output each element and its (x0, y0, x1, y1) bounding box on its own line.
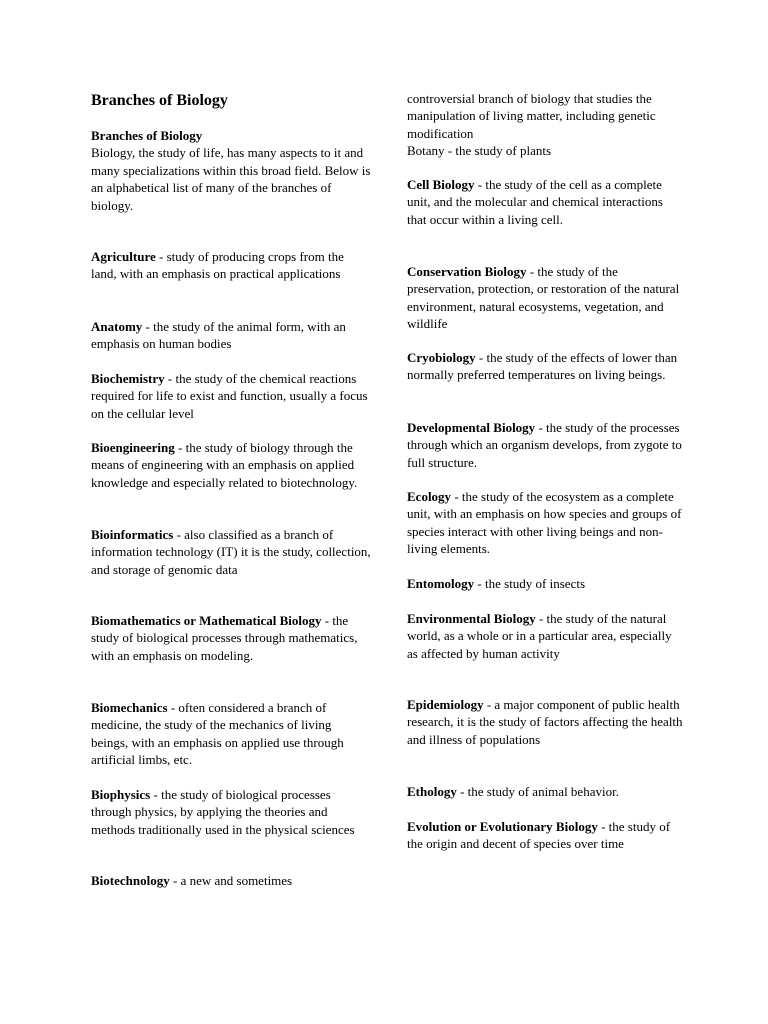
branch-definition: - the study of the natural world, as a whole or in a particular area, especially as affected by human activity (407, 611, 672, 661)
branch-entry (407, 610, 683, 662)
branch-entry (91, 439, 371, 491)
branch-definition: - the study of the cell as a complete unit, and the molecular and chemical interactions that occur within a living cell. (407, 177, 663, 227)
branch-definition: - the study of biological processes through physics, by applying the theories and methods traditionally used in the physical sciences (91, 787, 355, 837)
branch-entry (407, 349, 683, 384)
branch-term: Evolution or Evolutionary Biology (407, 819, 598, 834)
botany-line: Botany - the study of plants (407, 143, 552, 159)
branch-term: Ecology (407, 489, 452, 504)
branch-term: Developmental Biology (407, 420, 536, 435)
branch-entry (91, 786, 371, 838)
branch-entry (407, 575, 683, 592)
branch-term: Ethology (407, 784, 457, 799)
branch-definition: - the study of the preservation, protection, or restoration of the natural environment, natural ecosystems, vegetation, and wildlife (407, 264, 680, 332)
branch-term: Epidemiology (407, 697, 484, 712)
branch-entry (91, 612, 371, 664)
branch-term: Environmental Biology (407, 611, 536, 626)
branch-definition: - a new and sometimes (169, 873, 293, 888)
continuation-paragraph (407, 90, 683, 160)
branch-term: Bioinformatics (91, 527, 174, 542)
branch-term: Biophysics (91, 787, 151, 802)
branch-entry (407, 488, 683, 558)
branch-definition: - the study of biological processes through mathematics, with an emphasis on modeling. (91, 613, 358, 663)
branch-definition: - the study of insects (474, 576, 586, 591)
branch-definition: - the study of biology through the means of engineering with an emphasis on applied knowledge and especially related to biotechnology. (91, 440, 358, 490)
branch-definition: - study of producing crops from the land, with an emphasis on practical applications (91, 249, 344, 282)
branch-definition: - the study of the ecosystem as a complete unit, with an emphasis on how species and groups of species interact with other living beings and non-living elements. (407, 489, 682, 557)
branch-term: Biotechnology (91, 873, 170, 888)
branch-entry (407, 263, 683, 333)
branch-definition: - the study of the origin and decent of species over time (407, 819, 671, 852)
branch-definition: - the study of the effects of lower than normally preferred temperatures on living beings. (407, 350, 678, 383)
branch-term: Entomology (407, 576, 475, 591)
branch-entry (91, 872, 371, 889)
branch-entry (407, 696, 683, 748)
branch-entry (91, 248, 371, 283)
branch-entry (91, 318, 371, 353)
branch-entry (407, 818, 683, 853)
branch-entry (407, 176, 683, 228)
branch-entry (407, 419, 683, 471)
branch-definition: - the study of animal behavior. (456, 784, 619, 799)
branch-definition: - also classified as a branch of information technology (IT) it is the study, collection, and storage of genomic data (91, 527, 371, 577)
branch-term: Biomechanics (91, 700, 168, 715)
intro-text: Biology, the study of life, has many aspects to it and many specializations within this broad field. Below is an alphabetical list of many of the branches of biology. (91, 145, 371, 213)
branch-term: Cell Biology (407, 177, 475, 192)
branch-entry (91, 370, 371, 422)
intro-paragraph (91, 127, 371, 214)
branch-term: Anatomy (91, 319, 143, 334)
branch-term: Agriculture (91, 249, 156, 264)
branch-definition: - a major component of public health research, it is the study of factors affecting the health and illness of populations (407, 697, 683, 747)
branch-term: Conservation Biology (407, 264, 527, 279)
branch-term: Biomathematics or Mathematical Biology (91, 613, 322, 628)
branch-term: Cryobiology (407, 350, 476, 365)
branch-definition: - the study of the animal form, with an emphasis on human bodies (91, 319, 346, 352)
branch-term: Bioengineering (91, 440, 175, 455)
branch-entry (91, 699, 371, 769)
intro-heading: Branches of Biology (91, 128, 203, 143)
branch-entry (407, 783, 683, 800)
branch-entry (91, 526, 371, 578)
document-title: Branches of Biology (91, 92, 228, 109)
branch-definition: - often considered a branch of medicine, the study of the mechanics of living beings, with an emphasis on applied use through artificial limbs, etc. (91, 700, 344, 768)
branch-definition: - the study of the processes through which an organism develops, from zygote to full structure. (407, 420, 682, 470)
branch-term: Biochemistry (91, 371, 165, 386)
branch-definition: - the study of the chemical reactions required for life to exist and function, usually a focus on the cellular level (91, 371, 368, 421)
continuation-text: controversial branch of biology that studies the manipulation of living matter, including genetic modification (407, 91, 656, 141)
